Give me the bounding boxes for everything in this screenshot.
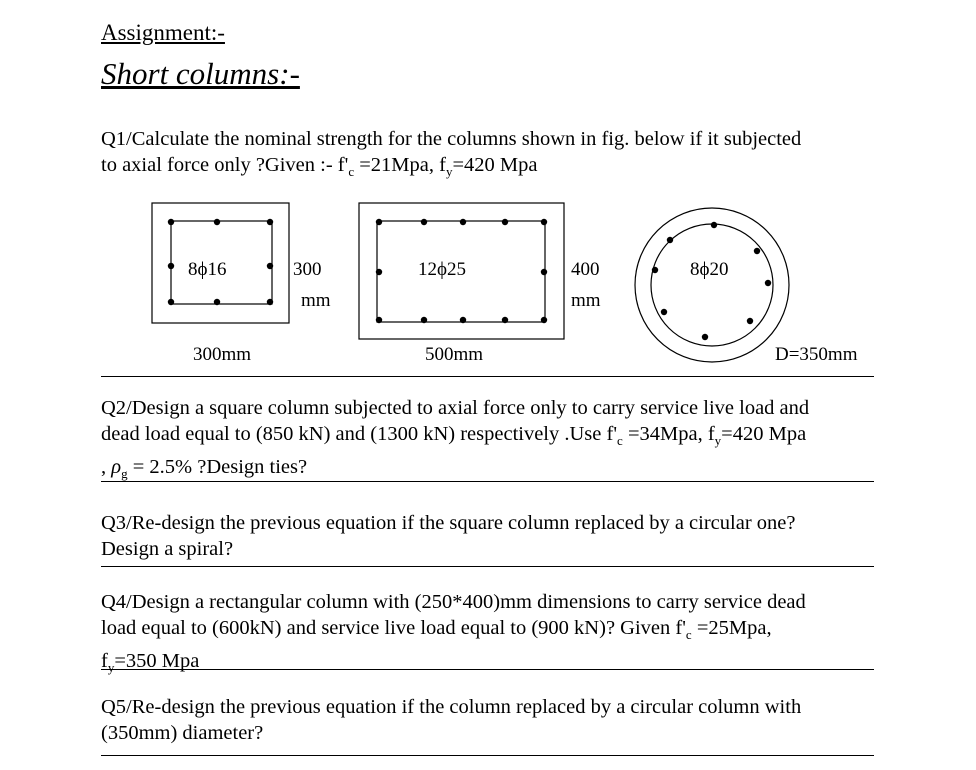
q5-line2: (350mm) diameter? <box>101 722 264 744</box>
col3-diameter-label: D=350mm <box>775 344 858 365</box>
q4-sub-y: y <box>107 660 115 676</box>
q1-sub-y: y <box>445 164 453 180</box>
q2-sub-c: c <box>617 433 623 449</box>
assignment-heading: Assignment:- <box>101 20 225 45</box>
divider <box>101 755 874 756</box>
col1-height-unit: mm <box>301 290 331 311</box>
q3-line1: Q3/Re-design the previous equation if the square column replaced by a circular one? <box>101 512 796 534</box>
q2-text-d: , <box>101 456 112 479</box>
columns-figure <box>0 0 976 380</box>
question-5 <box>101 694 901 746</box>
q4-sub-c: c <box>685 627 692 643</box>
q4-text-c: f <box>101 650 108 673</box>
q3-line2: Design a spiral? <box>101 538 234 560</box>
col2-height-label: 400 <box>571 259 600 280</box>
q2-line3 <box>101 454 901 487</box>
q4-text-d: =350 Mpa <box>114 650 200 673</box>
col1-width-label: 300mm <box>193 344 252 365</box>
q4-line1: Q4/Design a rectangular column with (250*400)mm dimensions to carry service dead <box>101 591 806 613</box>
question-3 <box>101 510 901 562</box>
divider <box>101 566 874 567</box>
q2-text-b: =34Mpa, f <box>622 423 715 445</box>
q4-line3 <box>101 648 901 681</box>
q2-text-a: dead load equal to (850 kN) and (1300 kN) respectively .Use f' <box>101 423 618 445</box>
q1-line1: Q1/Calculate the nominal strength for the columns shown in fig. below if it subjected <box>101 128 802 150</box>
q2-line1: Q2/Design a square column subjected to axial force only to carry service live load and <box>101 397 810 419</box>
divider <box>101 376 874 377</box>
question-2 <box>101 395 901 487</box>
divider <box>101 481 874 482</box>
q1-text-c: =420 Mpa <box>452 154 538 176</box>
q2-sub-y: y <box>714 433 722 449</box>
rho-symbol: ρ <box>111 456 122 479</box>
q2-sub-g: g <box>121 466 128 482</box>
col1-bars-label: 8ϕ16 <box>188 259 227 280</box>
q5-line1: Q5/Re-design the previous equation if the column replaced by a circular column with <box>101 696 802 718</box>
q4-text-b: =25Mpa, <box>691 617 772 639</box>
col3-bars-label: 8ϕ20 <box>690 259 729 280</box>
q2-text-c: =420 Mpa <box>721 423 807 445</box>
q1-text-a: to axial force only ?Given :- f' <box>101 154 349 176</box>
q4-text-a: load equal to (600kN) and service live load equal to (900 kN)? Given f' <box>101 617 686 639</box>
q1-text-b: =21Mpa, f <box>354 154 446 176</box>
col2-width-label: 500mm <box>425 344 484 365</box>
question-4 <box>101 589 901 681</box>
q1-sub-c: c <box>348 164 355 180</box>
page-title: Short columns:- <box>101 56 300 91</box>
divider <box>101 669 874 670</box>
q2-line2 <box>101 421 901 454</box>
q2-text-e: = 2.5% ?Design ties? <box>127 456 308 479</box>
q4-line2 <box>101 615 901 648</box>
col1-height-label: 300 <box>293 259 322 280</box>
col2-bars-label: 12ϕ25 <box>418 259 467 280</box>
col2-height-unit: mm <box>571 290 601 311</box>
